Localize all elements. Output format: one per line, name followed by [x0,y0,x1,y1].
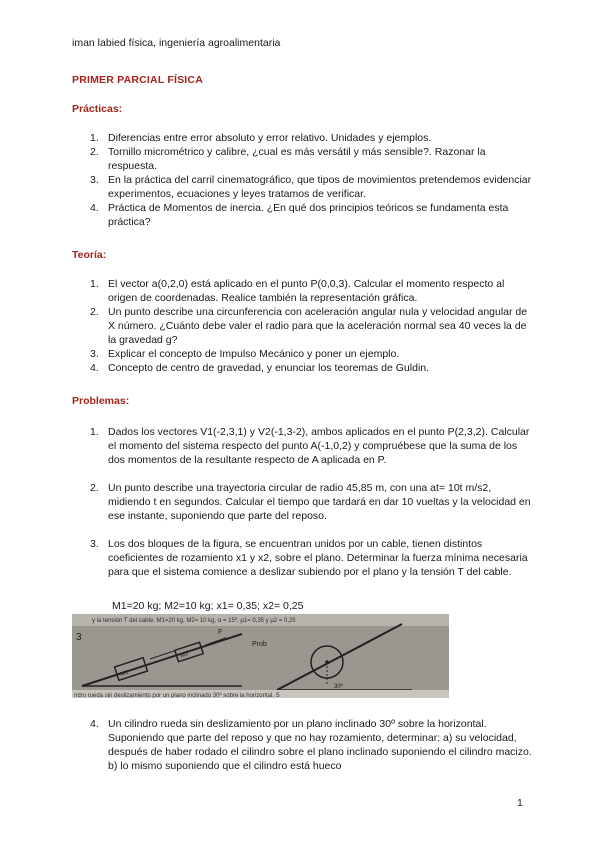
item-text: Tornillo micrométrico y calibre, ¿cual es más versátil y más sensible?. Razonar la respuesta. [108,146,486,172]
list-item [72,481,532,523]
item-text: Un punto describe una circunferencia con aceleración angular nula y velocidad angular de X número. ¿Cuánto debe valer el radio para que la aceleración normal sea 40 veces la de la gravedad g? [108,306,528,346]
item-number: 3. [90,174,99,186]
item-number: 1. [90,132,99,144]
list-item [72,305,532,347]
figure-label-3: 3 [76,632,82,643]
item-text: Práctica de Momentos de inercia. ¿En qué dos principios teóricos se fundamenta esta práctica? [108,202,509,228]
label-m1: M1 [119,669,130,678]
item-text: Explicar el concepto de Impulso Mecánico y poner un ejemplo. [108,348,400,360]
section-practicas-heading: Prácticas: [72,103,123,115]
item-text: Un cilindro rueda sin deslizamiento por un plano inclinado 30º sobre la horizontal. Suponiendo que parte del reposo y que no hay rozamiento, determinar: a) su velocidad, después de haber rodado el cilindro sobre el plano inclinado suponiendo el cilindro macizo. b) lo mismo suponiendo que el cilindro está hueco [108,718,532,772]
item-number: 4. [90,202,99,214]
item-number: 2. [90,482,99,494]
item-number: 2. [90,146,99,158]
item-text: Un punto describe una trayectoria circular de radio 45,85 m, con una at= 10t m/s2, midiendo t en segundos. Calcular el tiempo que tardará en dar 10 vueltas y la velocidad en ese instante, suponiendo que parte del reposo. [108,482,531,522]
item-number: 2. [90,306,99,318]
label-angle: 30º [334,684,343,690]
figure-top-text: y la tensión T del cable. M1=20 kg, M2= 10 kg, α = 15º, μ1= 0,35 y μ2 = 0,25 [92,618,296,624]
list-item [72,537,532,579]
item-number: 3. [90,348,99,360]
teoria-list [72,277,532,375]
figure-svg [72,614,449,698]
list-item [72,145,532,173]
item-text: Dados los vectores V1(-2,3,1) y V2(-1,3-2), ambos aplicados en el punto P(2,3,2). Calcular el momento del sistema respecto del punto A(-1,0,2) y compruébese que la suma de los dos momentos de la resultante respecto de A aplicada en P. [108,426,530,466]
problemas-list-b [72,717,532,773]
problem-values-line: M1=20 kg; M2=10 kg; x1= 0,35; x2= 0,25 [112,600,304,612]
section-teoria-heading: Teoría: [72,249,107,261]
label-force: F [218,629,223,636]
item-number: 3. [90,538,99,550]
item-text: En la práctica del carril cinematográfico, que tipos de movimientos pretendemos evidenciar experimentos, ecuaciones y leyes tratamos de verificar. [108,174,532,200]
section-problemas-heading: Problemas: [72,395,130,407]
item-number: 4. [90,718,99,730]
label-prob: Prob [252,641,267,648]
item-text: Los dos bloques de la figura, se encuentran unidos por un cable, tienen distintos coeficientes de rozamiento x1 y x2, sobre el plano. Determinar la fuerza mínima necesaria para que el sistema comience a deslizar subiendo por el plano y la tensión T del cable. [108,538,528,578]
list-item [72,173,532,201]
list-item [72,425,532,467]
item-text: El vector a(0,2,0) está aplicado en el punto P(0,0,3). Calcular el momento respecto al origen de coordenadas. Realice también la representación gráfica. [108,278,505,304]
figure-bottom-text: ndro rueda sin deslizamiento por un plano inclinado 30º sobre la horizontal. S [74,693,280,698]
list-item [72,361,532,375]
problem-figure-photo [72,614,449,698]
practicas-list [72,131,532,229]
item-number: 4. [90,362,99,374]
list-item [72,277,532,305]
list-item [72,347,532,361]
label-m2: M2 [179,651,190,660]
item-number: 1. [90,278,99,290]
problemas-list-a [72,425,532,593]
list-item [72,131,532,145]
list-item [72,717,532,773]
document-title: PRIMER PARCIAL FÍSICA [72,74,203,86]
page-number: 1 [517,797,523,809]
page-header: iman labied física, ingeniería agroalimentaria [72,37,281,49]
item-number: 1. [90,426,99,438]
list-item [72,201,532,229]
item-text: Diferencias entre error absoluto y error relativo. Unidades y ejemplos. [108,132,432,144]
item-text: Concepto de centro de gravedad, y enunciar los teoremas de Guldin. [108,362,430,374]
